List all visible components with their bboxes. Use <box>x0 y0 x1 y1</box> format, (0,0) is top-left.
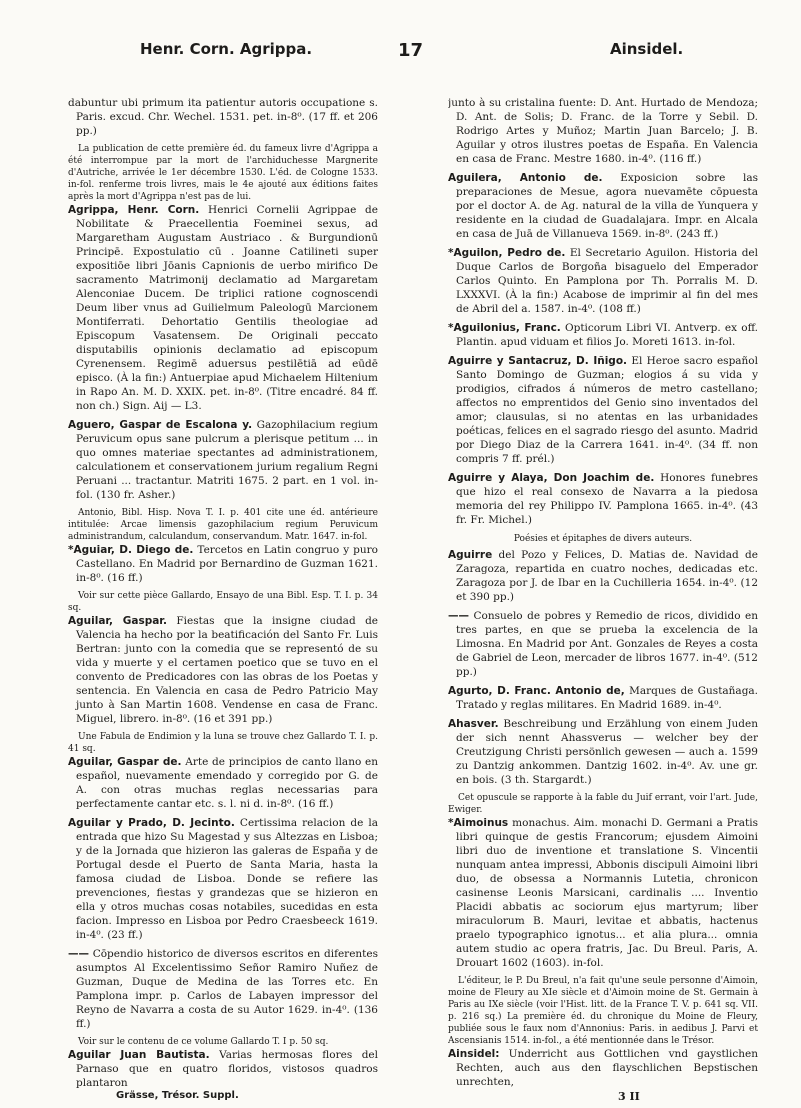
entry-note: L'éditeur, le P. Du Breul, n'a fait qu'une seule personne d'Aimoin, moine de Fleury au XIe siècle et d'Aimoin moine de St. Germain à Paris au IXe siècle (voir l'Hist. litt. de la France T. V. p. 641 sq. VII. p. 216 sq.) La première éd. du chronique du Moine de Fleury, publiée sous le faux nom d'Annonius: Paris. in aedibus J. Parvi et Ascensianis 1514. in-fol., a été mentionnée dans le Trésor. <box>448 976 758 1046</box>
bibliography-entry <box>68 543 378 585</box>
entry-text: Cōpendio historico de diversos escritos en diferentes asumptos Al Excelentissimo Señor Ramiro Nuñez de Guzman, Duque de Medina de las Torres etc. En Pamplona impr. p. Carlos de Labayen impressor del Reyno de Navarra a costa de su Autor 1629. in-4⁰. (136 ff.) <box>76 948 378 1030</box>
entry-note: Voir sur le contenu de ce volume Gallardo T. I p. 50 sq. <box>78 1037 329 1047</box>
entry-center-note: Poésies et épitaphes de divers auteurs. <box>513 534 693 544</box>
entry-text: Certissima relacion de la entrada que hizo Su Magestad y sus Altezzas en Lisboa; y de la Jornada que hizieron las galeras de España y de Portugal desde el Puerto de Santa Maria, hasta la famosa ciudad de Lisboa. Donde se refiere las prevenciones, fiestas y grandezas que se hizieron en ella y otros muchas cosas notabiles, sucedidas en esta facion. Impresso en Lisboa por Pedro Craesbeeck 1619. in-4⁰. (23 ff.) <box>76 817 378 941</box>
entry-note: Une Fabula de Endimion y la luna se trouve chez Gallardo T. I. p. 41 sq. <box>68 732 378 754</box>
bibliography-entry <box>68 96 378 138</box>
entry-headword: *Aguilon, Pedro de. <box>448 247 566 259</box>
running-head-right: Ainsidel. <box>610 40 684 58</box>
bibliography-entry <box>448 816 758 970</box>
entry-headword: Aguirre y Alaya, Don Joachim de. <box>448 472 655 484</box>
entry-headword: Aguilar y Prado, D. Jecinto. <box>68 817 235 829</box>
entry-text: Underricht aus Gottlichen vnd gaystlichen Rechten, auch aus den flayschlichen Bepstischen unrechten, <box>456 1048 758 1088</box>
entry-text: El Secretario Aguilon. Historia del Duque Carlos de Borgoña bisaguelo del Emperador Carlos Quinto. En Pamplona por Th. Porralis M. D. LXXXVI. (À la fin:) Acabose de imprimir al fin del mes de Abril del a. 1587. in-4⁰. (108 ff.) <box>456 247 758 315</box>
entry-headword: Agurto, D. Franc. Antonio de, <box>448 685 625 697</box>
bibliography-entry <box>68 614 378 726</box>
entry-headword: Aguilera, Antonio de. <box>448 172 603 184</box>
entry-note: Voir sur cette pièce Gallardo, Ensayo de una Bibl. Esp. T. I. p. 34 sq. <box>68 591 378 613</box>
entry-text: Tercetos en Latin congruo y puro Castellano. En Madrid por Bernardino de Guzman 1621. in-8⁰. (16 ff.) <box>76 544 378 584</box>
bibliography-entry <box>448 548 758 604</box>
bibliography-entry <box>448 609 758 679</box>
bibliography-entry <box>68 418 378 502</box>
bibliography-entry <box>448 171 758 241</box>
entry-headword: Aguilar, Gaspar. <box>68 615 167 627</box>
entry-note: La publication de cette première éd. du fameux livre d'Agrippa a été interrompue par la mort de l'archiduchesse Margnerite d'Autriche, arrivée le 1er décembre 1530. L'éd. de Cologne 1533. in-fol. renferme trois livres, mais le 4e ajouté aux éditions faites après la mort d'Agrippa n'est pas de lui. <box>68 144 378 202</box>
entry-headword: Ahasver. <box>448 718 499 730</box>
entry-headword: *Aguilonius, Franc. <box>448 322 561 334</box>
right-column <box>448 96 758 1094</box>
entry-text: Arte de principios de canto llano en español, nuevamente emendado y corregido por G. de A. con otras muchas reglas necessarias para perfectamente cantar etc. s. l. ni d. in-8⁰. (16 ff.) <box>76 756 378 810</box>
entry-text: Marques de Gustañaga. Tratado y reglas militares. En Madrid 1689. in-4⁰. <box>456 685 758 711</box>
bibliography-entry <box>448 471 758 527</box>
bibliography-entry <box>448 96 758 166</box>
entry-headword: Aguilar, Gaspar de. <box>68 756 182 768</box>
entry-text: Beschreibung und Erzählung von einem Juden der sich nennt Ahassverus — welcher bey der Creutzigung Christi persönlich gewesen — auch a. 1599 zu Dantzig ankommen. Dantzig 1602. in-4⁰. Av. une gr. en bois. (3 th. Stargardt.) <box>456 718 758 786</box>
footer-source: Grässe, Trésor. Suppl. <box>116 1090 239 1101</box>
entry-text: del Pozo y Felices, D. Matias de. Navidad de Zaragoza, repartida en cuatro noches, dedicadas etc. Zaragoza por J. de Ibar en la Cuchilleria 1654. in-4⁰. (12 et 390 pp.) <box>456 549 758 603</box>
entry-note: Antonio, Bibl. Hisp. Nova T. I. p. 401 cite une éd. antérieure intitulée: Arcae limensis gazophilacium regium Peruvicum administrandum, calculandum, conservandum. Matr. 1647. in-fol. <box>68 508 378 542</box>
entry-headword: *Aimoinus <box>448 817 509 829</box>
entry-text: junto à su cristalina fuente: D. Ant. Hurtado de Mendoza; D. Ant. de Solis; D. Franc. de la Torre y Sebil. D. Rodrigo Artes y Muñoz; Martin Juan Barcelo; J. B. Aguilar y otros ilustres poetas de España. En Valencia en casa de Franc. Mestre 1680. in-4⁰. (116 ff.) <box>448 97 758 165</box>
page-number: 17 <box>398 40 424 61</box>
running-head-left: Henr. Corn. Agrippa. <box>140 40 313 58</box>
entry-headword: Ainsidel: <box>448 1048 500 1060</box>
entry-headword: Aguirre <box>448 549 493 561</box>
bibliography-entry <box>68 1048 378 1090</box>
bibliography-entry <box>68 203 378 413</box>
entry-text: Varias hermosas flores del Parnaso que en quatro floridos, vistosos quadros plantaron <box>76 1049 378 1089</box>
bibliography-entry <box>68 947 378 1031</box>
bibliography-entry <box>448 354 758 466</box>
bibliography-entry <box>448 684 758 712</box>
bibliography-entry <box>448 717 758 787</box>
entry-text: Honores funebres que hizo el real consexo de Navarra a la piedosa memoria del rey Philippo IV. Pamplona 1665. in-4⁰. (43 fr. Fr. Michel.) <box>456 472 758 526</box>
entry-text: monachus. Aim. monachi D. Germani a Pratis libri quinque de gestis Francorum; ejusdem Aimoini libri duo de inventione et translatione S. Vincentii nunquam antea impressi, Abbonis discipuli Aimoini libri duo, de obsessa a Normannis Lutetia, chronicon casinense Leonis Marsicani, cardinalis .... Inventio Placidi abbatis ac sociorum ejus martyrum; liber miraculorum B. Mauri, levitae et abbatis, hactenus praelo typographico ignotus... et alia plura... omnia autem studio ac opera fratris, Jac. Du Breul. Paris, A. Drouart 1602 (1603). in-fol. <box>456 817 758 969</box>
bibliography-entry <box>448 1047 758 1089</box>
bibliography-entry <box>448 321 758 349</box>
entry-text: Fiestas que la insigne ciudad de Valencia ha hecho por la beatificación del Santo Fr. Luis Bertran: junto con la comedia que se representó de su vida y muerte y el certamen poetico que se tuvo en el convento de Predicadores con las obras de los Poetas y sentencia. En Valencia en casa de Pedro Patricio May junto à San Martin 1608. Vendense en casa de Franc. Miguel, librero. in-8⁰. (16 et 391 pp.) <box>76 615 378 725</box>
entry-headword: *Aguiar, D. Diego de. <box>68 544 194 556</box>
left-column <box>68 96 378 1094</box>
signature-mark: 3 II <box>618 1090 640 1103</box>
entry-text: El Heroe sacro español Santo Domingo de Guzman; elogios á su vida y prodigios, cifrados á números de metro castellano; affectos no emprentidos del Genio sino inventados del amor; clausulas, si no atentas en las urbanidades poéticas, felices en el sagrado riesgo del asunto. Madrid por Diego Diaz de la Carrera 1641. in-4⁰. (34 ff. non compris 7 ff. prél.) <box>456 355 758 465</box>
entry-headword: —— <box>448 610 469 622</box>
bibliography-entry <box>68 816 378 942</box>
entry-note: Cet opuscule se rapporte à la fable du Juif errant, voir l'art. Jude, Ewiger. <box>448 793 758 815</box>
bibliography-entry <box>68 755 378 811</box>
entry-text: Gazophilacium regium Peruvicum opus sane pulcrum a plerisque petitum ... in quo omnes materiae spectantes ad administrationem, calculationem et conservationem jurium regalium Regni Peruani ... tractantur. Matriti 1675. 2 part. en 1 vol. in-fol. (130 fr. Asher.) <box>76 419 378 501</box>
entry-text: dabuntur ubi primum ita patientur autoris occupatione s. Paris. excud. Chr. Wechel. 1531. pet. in-8⁰. (17 ff. et 206 pp.) <box>68 97 378 137</box>
entry-headword: Aguilar Juan Bautista. <box>68 1049 210 1061</box>
entry-headword: Aguirre y Santacruz, D. Iñigo. <box>448 355 628 367</box>
entry-text: Henrici Cornelii Agrippae de Nobilitate & Praecellentia Foeminei sexus, ad Margaretham Augustam Austriaco . & Burgundionū Principē. Expostulatio cū . Joanne Catilineti super expositiōe libri Jōanis Capnionis de uerbo mirifico De sacramento Matrimonij declamatio ad Margaretam Alenconiae Ducem. De triplici ratione cognoscendi Deum liber vnus ad Guilielmum Paleologū Marcionem Montiferrati. Dehortatio Gentilis theologiae ad Episcopum Vasatensem. De Originali peccato disputabilis opinionis declamatio ad episcopum Cyrenensem. Regimē aduersus pestilētiā ad eūdē episco. (À la fin:) Antuerpiae apud Michaelem Hiltenium in Rapo An. M. D. XXIX. pet. in-8⁰. (Titre encadré. 84 ff. non ch.) Sign. Aij — L3. <box>76 204 378 412</box>
entry-text: Consuelo de pobres y Remedio de ricos, dividido en tres partes, en que se prueba la excelencia de la Limosna. En Madrid por Ant. Gonzales de Reyes a costa de Gabriel de Leon, mercader de libros 1677. in-4⁰. (512 pp.) <box>456 610 758 678</box>
bibliography-entry <box>448 246 758 316</box>
entry-headword: Aguero, Gaspar de Escalona y. <box>68 419 253 431</box>
entry-headword: —— <box>68 948 89 960</box>
entry-headword: Agrippa, Henr. Corn. <box>68 204 200 216</box>
entry-text: Opticorum Libri VI. Antverp. ex off. Plantin. apud viduam et filios Jo. Moreti 1613. in-fol. <box>456 322 758 348</box>
entry-text: Exposicion sobre las preparaciones de Mesue, agora nuevamēte cōpuesta por el doctor A. de Ag. natural de la villa de Yunquera y residente en la ciudad de Guadalajara. Impr. en Alcala en casa de Juā de Villanueva 1569. in-8⁰. (243 ff.) <box>456 172 758 240</box>
